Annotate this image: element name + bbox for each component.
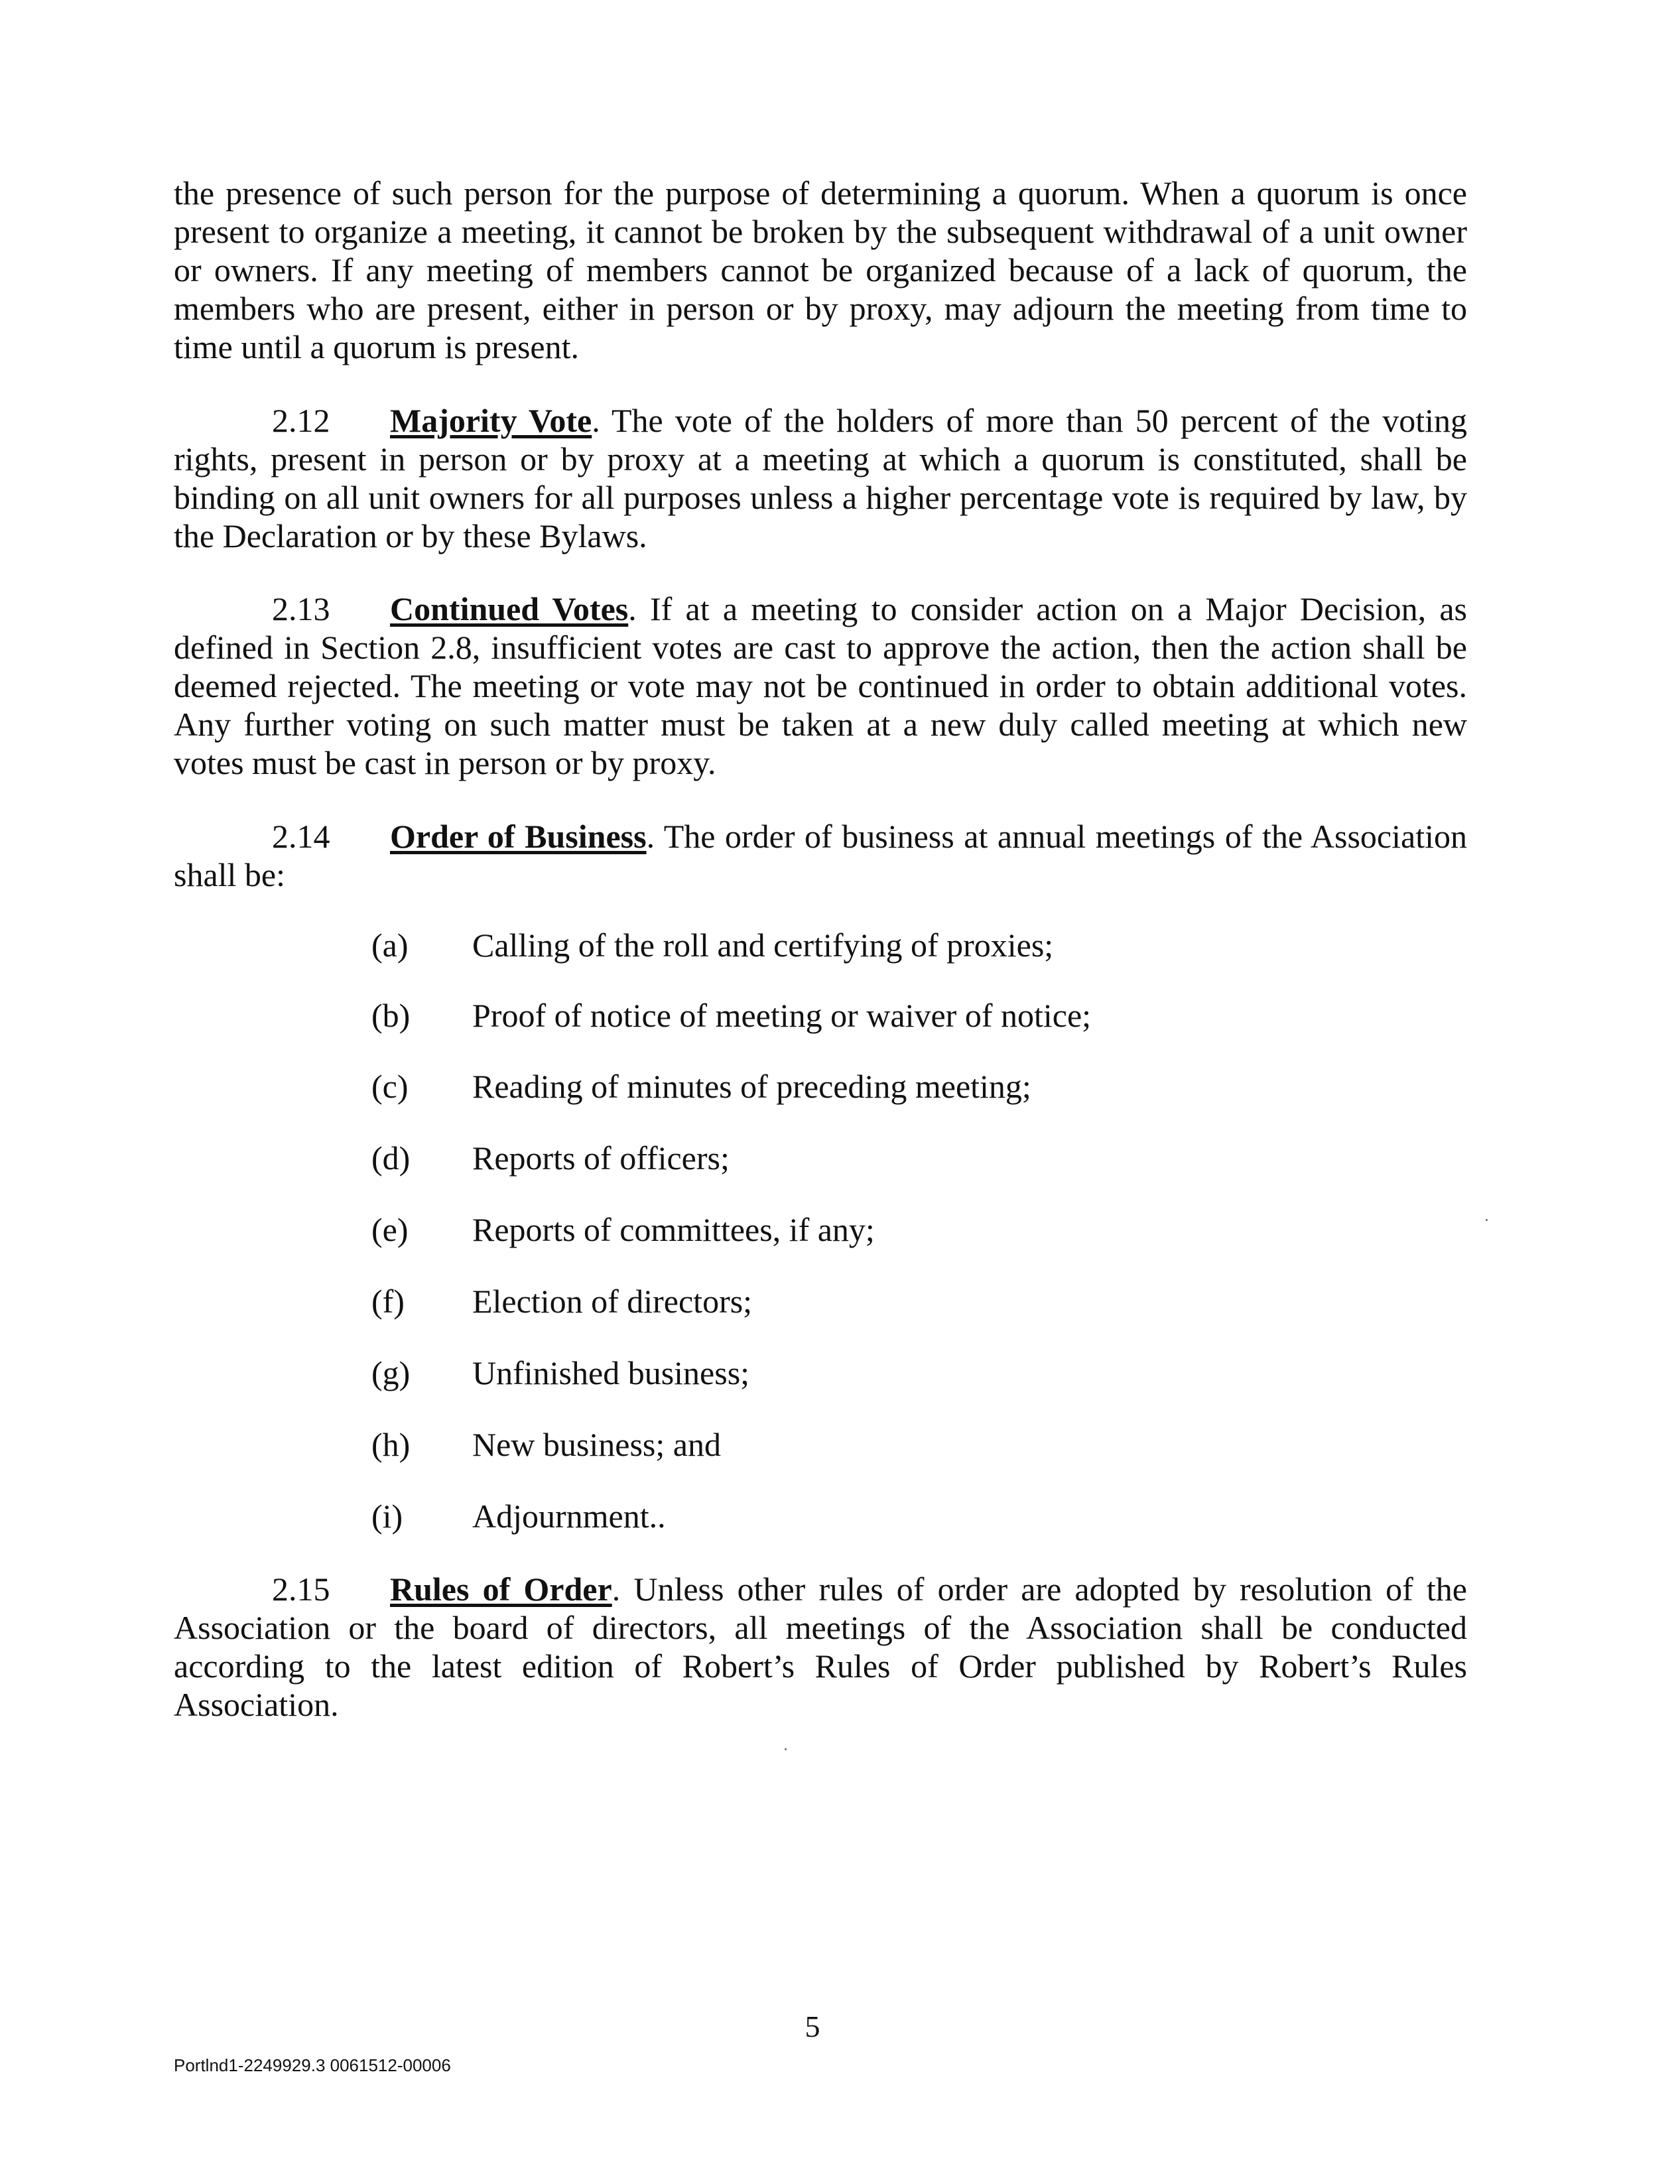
list-marker: (i) bbox=[371, 1498, 403, 1535]
section-text: . Unless other rules of order are adopted by resolution of the Association or the board of directors, all meetings of the Association shall be conducted according to the latest edition of Robert’s Rules of Order published by Robert’s Rules Association. bbox=[174, 1571, 1468, 1723]
list-text: Proof of notice of meeting or waiver of notice; bbox=[472, 997, 1092, 1034]
list-marker: (b) bbox=[371, 997, 411, 1034]
section-2-13 bbox=[174, 590, 1467, 782]
section-text: . The vote of the holders of more than 50 percent of the voting rights, present in person or by proxy at a meeting at which a quorum is constituted, shall be binding on all unit owners for all purposes unless a higher percentage vote is required by law, by the Declaration or by these Bylaws. bbox=[174, 402, 1467, 554]
section-heading: Rules of Order bbox=[390, 1571, 612, 1608]
section-number: 2.14 bbox=[272, 818, 330, 855]
section-2-12 bbox=[174, 401, 1467, 555]
list-item bbox=[371, 926, 1053, 964]
list-item bbox=[371, 1425, 721, 1464]
list-marker: (f) bbox=[371, 1283, 405, 1320]
section-number: 2.15 bbox=[272, 1571, 330, 1608]
list-item bbox=[371, 996, 1091, 1035]
list-text: Adjournment.. bbox=[472, 1498, 666, 1535]
list-text: Unfinished business; bbox=[472, 1354, 750, 1391]
scan-speck bbox=[785, 1748, 787, 1750]
list-text: New business; and bbox=[472, 1426, 721, 1463]
list-marker: (g) bbox=[371, 1354, 411, 1391]
list-item bbox=[371, 1354, 749, 1392]
section-text: . If at a meeting to consider action on a Major Decision, as defined in Section 2.8, insufficient votes are cast to approve the action, then the action shall be deemed rejected. The meeting or vote may not be continued in order to obtain additional votes. Any further voting on such matter must be taken at a new duly called meeting at which new votes must be cast in person or by proxy. bbox=[174, 590, 1467, 781]
section-heading: Majority Vote bbox=[390, 402, 592, 439]
section-number: 2.12 bbox=[272, 402, 330, 439]
list-marker: (d) bbox=[371, 1139, 411, 1177]
scan-speck bbox=[1486, 1219, 1488, 1221]
section-2-14 bbox=[174, 817, 1467, 894]
list-marker: (a) bbox=[371, 927, 409, 964]
list-text: Reports of officers; bbox=[472, 1139, 730, 1177]
section-heading: Continued Votes bbox=[390, 590, 629, 627]
continuation-paragraph: the presence of such person for the purpose of determining a quorum. When a quorum is once present to organize a meeting, it cannot be broken by the subsequent withdrawal of a unit owner or owners. If any meeting of members cannot be organized because of a lack of quorum, the members who are present, either in person or by proxy, may adjourn the meeting from time to time until a quorum is present. bbox=[174, 174, 1467, 365]
list-item bbox=[371, 1282, 752, 1320]
section-2-15 bbox=[174, 1570, 1467, 1724]
list-text: Reports of committees, if any; bbox=[472, 1211, 875, 1248]
list-text: Election of directors; bbox=[472, 1283, 753, 1320]
list-text: Calling of the roll and certifying of proxies; bbox=[472, 927, 1054, 964]
list-item bbox=[371, 1497, 666, 1535]
list-item bbox=[371, 1139, 730, 1177]
section-text: . The order of business at annual meetings of the Association shall be: bbox=[174, 818, 1467, 893]
list-marker: (c) bbox=[371, 1068, 409, 1105]
section-heading: Order of Business bbox=[390, 818, 647, 855]
list-marker: (e) bbox=[371, 1211, 409, 1248]
document-code: Portlnd1-2249929.3 0061512-00006 bbox=[174, 2055, 451, 2075]
page-number: 5 bbox=[805, 2010, 820, 2043]
list-item bbox=[371, 1067, 1031, 1106]
section-number: 2.13 bbox=[272, 590, 330, 627]
list-marker: (h) bbox=[371, 1426, 411, 1463]
list-text: Reading of minutes of preceding meeting; bbox=[472, 1068, 1031, 1105]
list-item bbox=[371, 1210, 875, 1249]
